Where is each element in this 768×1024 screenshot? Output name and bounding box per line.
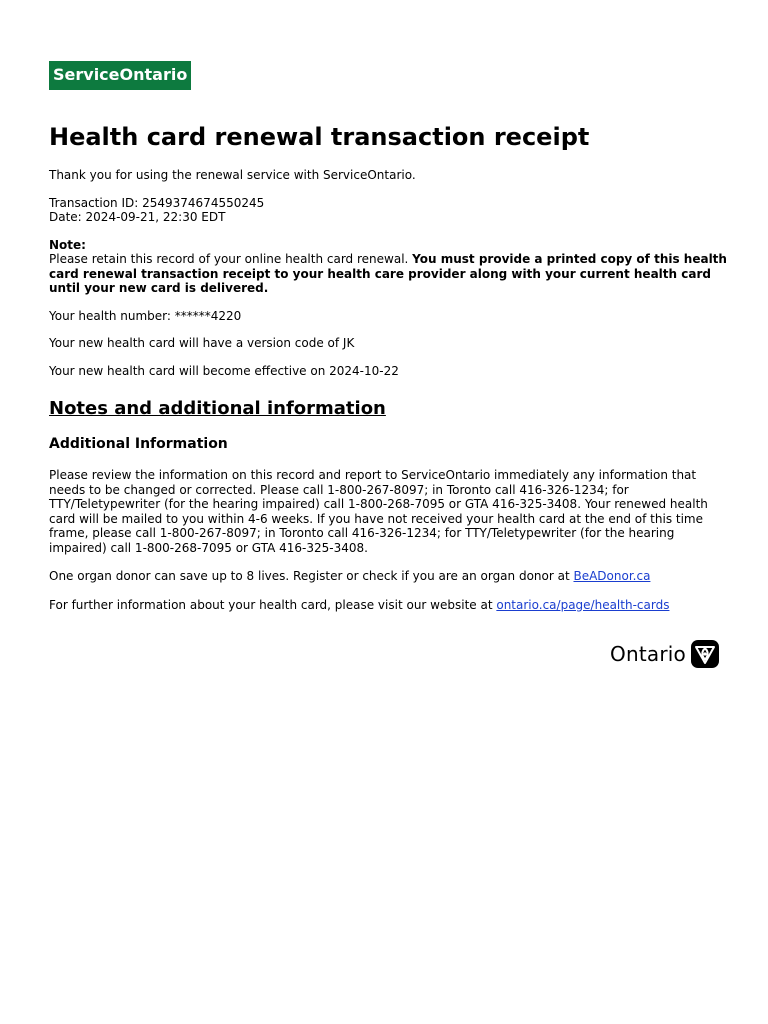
ontario-wordmark: Ontario bbox=[610, 642, 686, 666]
note-bold-text: You must provide a printed copy of this health card renewal transaction receipt to your health care provider along with your current health card until your new card is delivered. bbox=[49, 252, 727, 295]
note-text: Please retain this record of your online health card renewal. bbox=[49, 252, 413, 266]
note-block bbox=[49, 238, 734, 296]
trillium-icon bbox=[691, 640, 719, 668]
review-paragraph: Please review the information on this record and report to ServiceOntario immediately any information that needs to be changed or corrected. Please call 1-800-267-8097; in Toronto call 416-326-1234; for TTY/Teletypewriter (for the hearing impaired) call 1-800-268-7095 or GTA 416-325-3408. Your renewed health card will be mailed to you within 4-6 weeks. If you have not received your health card at the end of this time frame, please call 1-800-267-8097; in Toronto call 416-326-1234; for TTY/Teletypewriter (for the hearing impaired) call 1-800-268-7095 or GTA 416-325-3408. bbox=[49, 468, 708, 555]
donor-paragraph bbox=[49, 569, 734, 584]
transaction-date: Date: 2024-09-21, 22:30 EDT bbox=[49, 210, 226, 224]
transaction-details bbox=[49, 196, 734, 225]
further-info-paragraph bbox=[49, 598, 734, 613]
thank-you-text: Thank you for using the renewal service with ServiceOntario. bbox=[49, 168, 416, 182]
donor-text: One organ donor can save up to 8 lives. Register or check if you are an organ donor at bbox=[49, 569, 574, 583]
ontario-logo bbox=[610, 639, 719, 669]
transaction-id: Transaction ID: 2549374674550245 bbox=[49, 195, 265, 210]
further-text: For further information about your health card, please visit our website at bbox=[49, 597, 497, 612]
page-title: Health card renewal transaction receipt bbox=[49, 123, 590, 151]
effective-date: Your new health card will become effective on 2024-10-22 bbox=[49, 363, 399, 378]
health-number: Your health number: ******4220 bbox=[49, 308, 242, 323]
note-label: Note: bbox=[49, 237, 86, 252]
notes-heading: Notes and additional information bbox=[49, 398, 386, 419]
note-paragraph bbox=[49, 252, 734, 296]
additional-info-heading: Additional Information bbox=[49, 436, 228, 452]
health-cards-link[interactable]: ontario.ca/page/health-cards bbox=[496, 597, 670, 612]
serviceontario-logo: ServiceOntario bbox=[49, 61, 191, 90]
version-code: Your new health card will have a version code of JK bbox=[49, 336, 355, 350]
receipt-page bbox=[49, 61, 734, 612]
beadonor-link[interactable]: BeADonor.ca bbox=[573, 569, 651, 583]
